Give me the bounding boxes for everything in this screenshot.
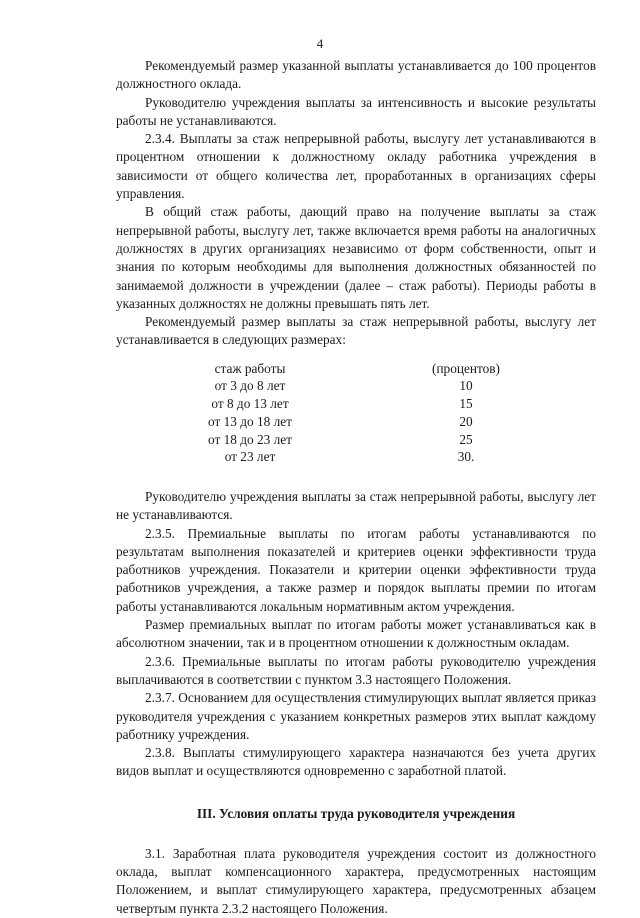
- paragraph: Рекомендуемый размер указанной выплаты устанавливается до 100 процентов должностного оклада.: [116, 58, 596, 92]
- paragraph: 2.3.5. Премиальные выплаты по итогам работы устанавливаются по результатам выполнения показателей и критериев оценки эффективности труда работников учреждения. Показатели и критерии оценки эффективности труда работников учреждения, а также размер и порядок выплаты премии по итогам работы устанавливаются локальным нормативным актом учреждения.: [116, 525, 596, 614]
- paragraph: 2.3.4. Выплаты за стаж непрерывной работы, выслугу лет устанавливаются в процентном отношении к должностному окладу работника учреждения в зависимости от общего количества лет, проработанных в организациях сферы управления.: [116, 131, 596, 202]
- paragraph: Руководителю учреждения выплаты за стаж непрерывной работы, выслугу лет не устанавливаются.: [116, 488, 596, 523]
- scale-range: от 13 до 18 лет: [208, 413, 292, 429]
- scale-value: 15: [459, 396, 473, 412]
- scale-value: 20: [459, 413, 473, 429]
- paragraph: Рекомендуемый размер выплаты за стаж непрерывной работы, выслугу лет устанавливается в следующих размерах:: [116, 314, 596, 348]
- paragraph: Руководителю учреждения выплаты за интенсивность и высокие результаты работы не устанавливаются.: [116, 94, 596, 128]
- scale-range: от 23 лет: [224, 449, 276, 465]
- page-number: 4: [316, 36, 324, 51]
- paragraph: 2.3.6. Премиальные выплаты по итогам работы руководителю учреждения выплачиваются в соответствии с пунктом 3.3 настоящего Положения.: [116, 653, 596, 687]
- scale-header-range: стаж работы: [214, 360, 286, 376]
- scale-range: от 3 до 8 лет: [214, 378, 286, 394]
- document-body: [116, 57, 596, 918]
- scale-header-row: [116, 360, 596, 378]
- paragraph: 3.1. Заработная плата руководителя учреждения состоит из должностного оклада, выплат компенсационного характера, предусмотренных настоящим Положением, и выплат стимулирующего характера, предусмотренных абзацем четвертым пункта 2.3.2 настоящего Положения.: [116, 845, 596, 916]
- scale-row: [116, 395, 596, 413]
- seniority-scale-table: [116, 360, 596, 466]
- scale-value: 30.: [457, 449, 475, 465]
- scale-value: 25: [459, 431, 473, 447]
- scale-value: 10: [459, 378, 473, 394]
- scale-row: [116, 431, 596, 449]
- section-heading: III. Условия оплаты труда руководителя учреждения: [196, 805, 516, 821]
- paragraph: Размер премиальных выплат по итогам работы может устанавливаться как в абсолютном значении, так и в процентном отношении к должностным окладам.: [116, 617, 596, 651]
- scale-row: [116, 377, 596, 395]
- scale-row: [116, 448, 596, 466]
- paragraph: 2.3.8. Выплаты стимулирующего характера назначаются без учета других видов выплат и осуществляются одновременно с заработной платой.: [116, 745, 596, 779]
- scale-header-value: (процентов): [432, 360, 500, 376]
- paragraph: 2.3.7. Основанием для осуществления стимулирующих выплат является приказ руководителя учреждения с указанием конкретных размеров этих выплат каждому работнику учреждения.: [116, 690, 596, 742]
- paragraph: В общий стаж работы, дающий право на получение выплаты за стаж непрерывной работы, выслугу лет, также включается время работы на аналогичных должностях в других организациях независимо от форм собственности, опыт и знания по которым необходимы для выполнения должностных обязанностей по занимаемой должности в учреждении (далее – стаж работы). Периоды работы в указанных должностях не должны превышать пять лет.: [116, 204, 596, 311]
- scale-row: [116, 413, 596, 431]
- scale-range: от 8 до 13 лет: [211, 396, 289, 412]
- scale-range: от 18 до 23 лет: [208, 431, 292, 447]
